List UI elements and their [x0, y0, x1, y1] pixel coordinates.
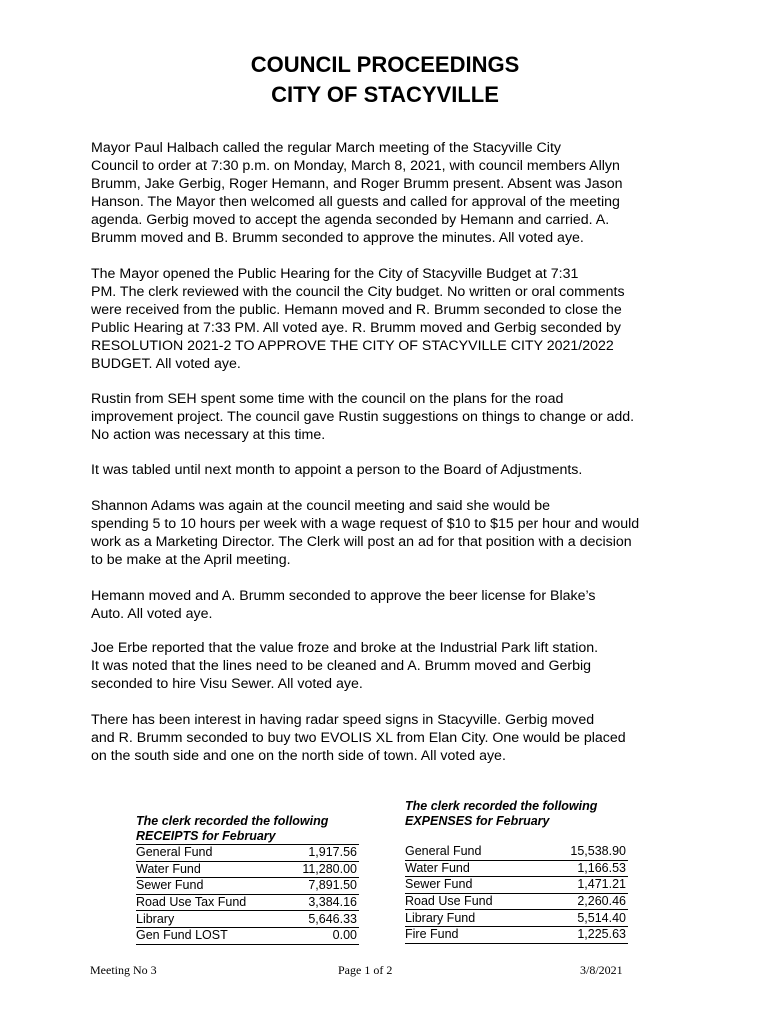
- expense-fund-name: Sewer Fund: [405, 877, 540, 894]
- paragraph-board-adjustments: It was tabled until next month to appoint a person to the Board of Adjustments.: [91, 462, 583, 478]
- expense-fund-name: Road Use Fund: [405, 893, 540, 910]
- expense-amount: 5,514.40: [540, 910, 629, 927]
- table-row: [136, 861, 359, 878]
- expense-amount: 2,260.46: [540, 893, 629, 910]
- receipt-fund-name: Water Fund: [136, 861, 283, 878]
- paragraph-speed-signs: There has been interest in having radar speed signs in Stacyville. Gerbig moved and R. Brumm seconded to buy two EVOLIS XL from Elan City. One would be placed on the south side and one on the north side of town. All voted aye.: [91, 712, 626, 764]
- paragraph-lift-station: Joe Erbe reported that the value froze and broke at the Industrial Park lift station. It was noted that the lines need to be cleaned and A. Brumm moved and Gerbig seconded to hire Visu Sewer. All voted aye.: [91, 640, 599, 692]
- table-row: [405, 926, 628, 943]
- receipt-fund-name: Sewer Fund: [136, 878, 283, 895]
- document-title: COUNCIL PROCEEDINGS: [250, 52, 520, 77]
- paragraph-call-to-order: Mayor Paul Halbach called the regular March meeting of the Stacyville City Council to order at 7:30 p.m. on Monday, March 8, 2021, with council members Allyn Brumm, Jake Gerbig, Roger Hemann, and Roger Brumm present. Absent was Jason Hanson. The Mayor then welcomed all guests and called for approval of the meeting agenda. Gerbig moved to accept the agenda seconded by Hemann and carried. A. Brumm moved and B. Brumm seconded to approve the minutes. All voted aye.: [91, 140, 623, 246]
- footer-page-number: Page 1 of 2: [338, 963, 393, 977]
- table-row: [405, 844, 628, 860]
- expenses-table: [405, 799, 628, 944]
- footer-date: 3/8/2021: [580, 963, 623, 977]
- receipt-fund-name: Library: [136, 911, 283, 928]
- receipt-amount: 7,891.50: [283, 878, 359, 895]
- expense-amount: 1,471.21: [540, 877, 629, 894]
- receipt-amount: 5,646.33: [283, 911, 359, 928]
- table-row: [136, 911, 359, 928]
- table-row: [405, 910, 628, 927]
- receipt-amount: 0.00: [283, 927, 359, 944]
- receipts-header: The clerk recorded the following RECEIPTS for February: [136, 814, 359, 845]
- receipt-amount: 11,280.00: [283, 861, 359, 878]
- table-row: [405, 860, 628, 877]
- table-row: [405, 877, 628, 894]
- document-subtitle: CITY OF STACYVILLE: [271, 82, 499, 107]
- receipts-table: [136, 814, 359, 945]
- paragraph-road-project: Rustin from SEH spent some time with the council on the plans for the road improvement project. The council gave Rustin suggestions on things to change or add. No action was necessary at this time.: [91, 391, 635, 443]
- receipt-fund-name: General Fund: [136, 845, 283, 861]
- paragraph-beer-license: Hemann moved and A. Brumm seconded to approve the beer license for Blake’s Auto. All voted aye.: [91, 588, 596, 622]
- paragraph-marketing-director: Shannon Adams was again at the council meeting and said she would be spending 5 to 10 hours per week with a wage request of $10 to $15 per hour and would work as a Marketing Director. The Clerk will post an ad for that position with a decision to be make at the April meeting.: [91, 498, 640, 568]
- expense-fund-name: Water Fund: [405, 860, 540, 877]
- paragraph-budget-hearing: The Mayor opened the Public Hearing for the City of Stacyville Budget at 7:31 PM. The clerk reviewed with the council the City budget. No written or oral comments were received from the public. Hemann moved and R. Brumm seconded to close the Public Hearing at 7:33 PM. All voted aye. R. Brumm moved and Gerbig seconded by RESOLUTION 2021-2 TO APPROVE THE CITY OF STACYVILLE CITY 2021/2022 BUDGET. All voted aye.: [91, 266, 625, 372]
- table-row: [136, 927, 359, 944]
- expense-amount: 1,166.53: [540, 860, 629, 877]
- receipt-fund-name: Gen Fund LOST: [136, 927, 283, 944]
- expense-fund-name: Library Fund: [405, 910, 540, 927]
- expense-fund-name: General Fund: [405, 844, 540, 860]
- expense-amount: 1,225.63: [540, 926, 629, 943]
- table-row: [136, 894, 359, 911]
- table-row: [136, 878, 359, 895]
- table-row: [405, 893, 628, 910]
- table-row: [136, 845, 359, 861]
- receipt-amount: 1,917.56: [283, 845, 359, 861]
- receipt-amount: 3,384.16: [283, 894, 359, 911]
- expense-amount: 15,538.90: [540, 844, 629, 860]
- footer-meeting-number: Meeting No 3: [90, 963, 157, 977]
- expenses-header: The clerk recorded the following EXPENSES for February: [405, 799, 598, 828]
- receipt-fund-name: Road Use Tax Fund: [136, 894, 283, 911]
- expense-fund-name: Fire Fund: [405, 926, 540, 943]
